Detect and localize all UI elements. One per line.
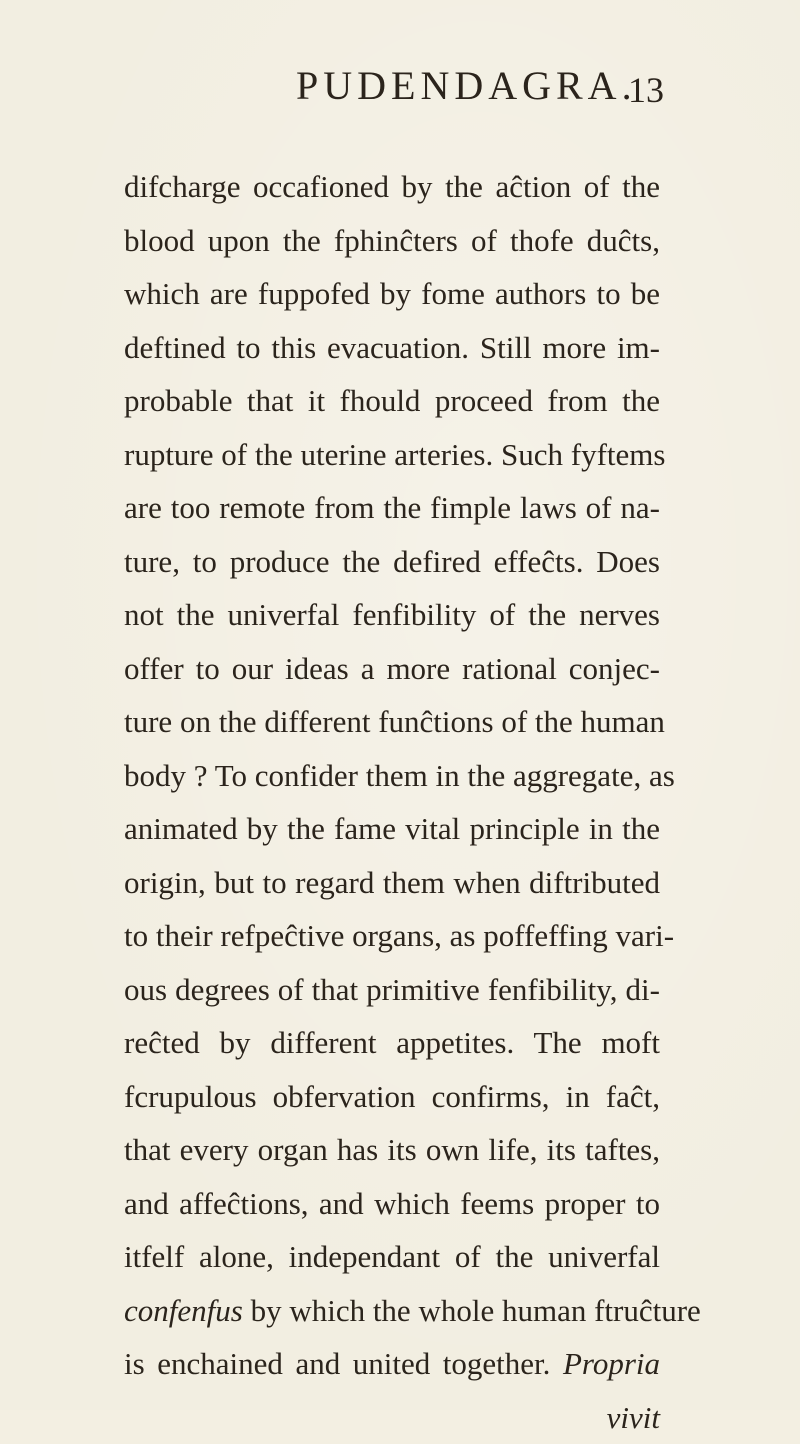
text-line: deftined to this evacuation. Still more im-	[124, 321, 660, 375]
text-line	[124, 1284, 660, 1338]
text-line: not the univerfal fenfibility of the nerves	[124, 588, 660, 642]
text-line: and affeĉtions, and which feems proper to	[124, 1177, 660, 1231]
text-line: probable that it fhould proceed from the	[124, 374, 660, 428]
page-title: PUDENDAGRA.	[296, 58, 637, 114]
text-line: ture on the different funĉtions of the human	[124, 695, 660, 749]
line-text: by which the whole human ftruĉture	[243, 1293, 701, 1328]
running-head	[0, 58, 800, 118]
text-line: difcharge occafioned by the aĉtion of the	[124, 160, 660, 214]
line-text: is enchained and united together.	[124, 1346, 563, 1381]
text-line	[124, 1337, 660, 1391]
text-line: fcrupulous obfervation confirms, in faĉt,	[124, 1070, 660, 1124]
text-line: reĉted by different appetites. The moft	[124, 1016, 660, 1070]
text-line: which are fuppofed by fome authors to be	[124, 267, 660, 321]
page-number: 13	[628, 62, 664, 118]
italic-word: Propria	[563, 1346, 660, 1381]
text-line: ous degrees of that primitive fenfibility, di-	[124, 963, 660, 1017]
text-line: ture, to produce the defired effeĉts. Does	[124, 535, 660, 589]
text-line: animated by the fame vital principle in the	[124, 802, 660, 856]
italic-word: confenfus	[124, 1293, 243, 1328]
body-text	[124, 160, 660, 1444]
text-line: that every organ has its own life, its taftes,	[124, 1123, 660, 1177]
catchword-text: vivit	[607, 1400, 660, 1435]
text-line: offer to our ideas a more rational conjec-	[124, 642, 660, 696]
text-line: body ? To confider them in the aggregate, as	[124, 749, 660, 803]
text-line: origin, but to regard them when diftributed	[124, 856, 660, 910]
text-line: blood upon the fphinĉters of thofe duĉts,	[124, 214, 660, 268]
text-line: rupture of the uterine arteries. Such fyftems	[124, 428, 660, 482]
text-line: to their refpeĉtive organs, as poffeffing vari-	[124, 909, 660, 963]
text-line: are too remote from the fimple laws of na-	[124, 481, 660, 535]
catchword	[124, 1391, 660, 1444]
text-line: itfelf alone, independant of the univerfal	[124, 1230, 660, 1284]
